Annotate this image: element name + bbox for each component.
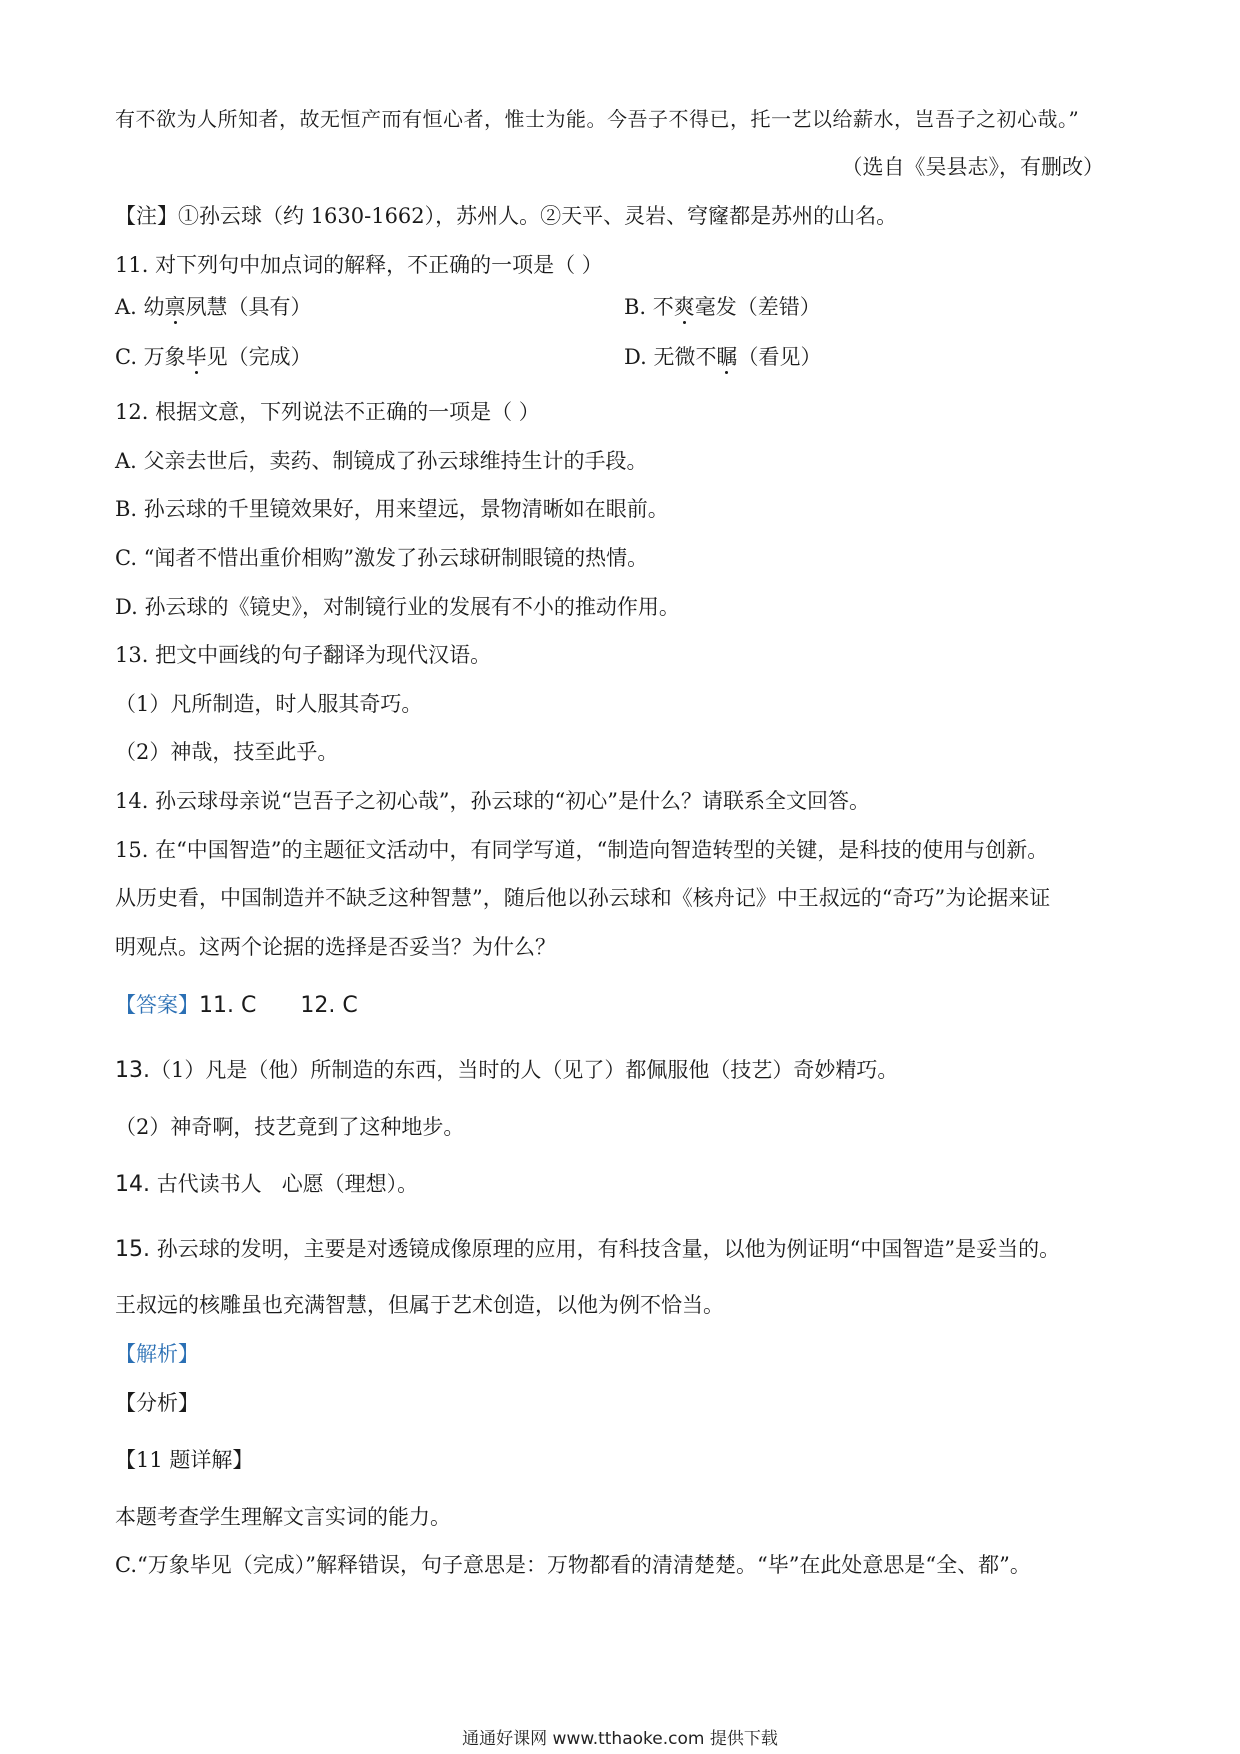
analysis-fenxi: 【分析】	[115, 1391, 199, 1415]
analysis-tag: 【解析】	[115, 1342, 199, 1366]
q15-line-3: 明观点。这两个论据的选择是否妥当？为什么？	[115, 935, 556, 959]
q11-option-c[interactable]	[115, 342, 312, 372]
answer-15-line-1	[115, 1234, 1060, 1265]
page-footer: 通通好课网 www.tthaoke.com 提供下载	[462, 1729, 778, 1749]
q11-a-text-2: 夙慧（具有）	[185, 295, 312, 319]
q11-d-text-1: D. 无微不	[624, 345, 717, 369]
answer-13-number: 13.	[115, 1058, 150, 1083]
q11-a-text-1: A. 幼	[115, 295, 165, 319]
q11-option-d[interactable]	[624, 342, 821, 372]
answer-15-line-2: 王叔远的核雕虽也充满智慧，但属于艺术创造，以他为例不恰当。	[115, 1293, 724, 1317]
answer-14	[115, 1169, 418, 1200]
analysis-q11-line-2: C.“万象毕见（完成）”解释错误，句子意思是：万物都看的清清楚楚。“毕”在此处意思是“全、都”。	[115, 1553, 1031, 1577]
answer-13-2: （2）神奇啊，技艺竟到了这种地步。	[115, 1115, 465, 1139]
q11-d-text-2: （看见）	[737, 345, 822, 369]
q11-c-text-1: C. 万象	[115, 345, 186, 369]
q12-option-a[interactable]: A. 父亲去世后，卖药、制镜成了孙云球维持生计的手段。	[115, 449, 648, 473]
note: 【注】①孙云球（约 1630-1662），苏州人。②天平、灵岩、穹窿都是苏州的山名。	[115, 204, 898, 228]
answer-15-number: 15.	[115, 1237, 150, 1262]
answer-13-1	[115, 1055, 898, 1086]
passage-source: （选自《吴县志》，有删改）	[841, 155, 1104, 179]
q11-stem: 11. 对下列句中加点词的解释，不正确的一项是（ ）	[115, 253, 603, 277]
q11-c-dotted-word: 毕	[185, 345, 207, 369]
q13-stem: 13. 把文中画线的句子翻译为现代汉语。	[115, 643, 492, 667]
q13-sentence-2: （2）神哉，技至此乎。	[115, 740, 339, 764]
q11-b-text-2: 毫发（差错）	[694, 295, 821, 319]
answer-15-line-1-text: 孙云球的发明，主要是对透镜成像原理的应用，有科技含量，以他为例证明“中国智造”是妥当的。	[156, 1237, 1061, 1261]
q11-b-text-1: B. 不	[624, 295, 674, 319]
passage-last-line: 有不欲为人所知者，故无恒产而有恒心者，惟士为能。今吾子不得已，托一艺以给薪水，岂吾子之初心哉。”	[115, 107, 1080, 131]
q11-option-a[interactable]	[115, 292, 312, 322]
analysis-q11-title: 【11 题详解】	[115, 1448, 254, 1472]
q11-b-dotted-word: 爽	[673, 295, 695, 319]
answer-12: 12. C	[300, 993, 358, 1018]
answer-14-text-2: 心愿（理想）。	[281, 1172, 419, 1196]
q11-option-b[interactable]	[624, 292, 821, 322]
q13-sentence-1: （1）凡所制造，时人服其奇巧。	[115, 692, 423, 716]
q11-c-text-2: 见（完成）	[206, 345, 312, 369]
analysis-q11-line-1: 本题考查学生理解文言实词的能力。	[115, 1505, 451, 1529]
q11-a-dotted-word: 禀	[164, 295, 186, 319]
q12-option-c[interactable]: C. “闻者不惜出重价相购”激发了孙云球研制眼镜的热情。	[115, 546, 649, 570]
answer-tag: 【答案】	[115, 993, 199, 1017]
answer-11: 11. C	[199, 993, 257, 1018]
q14-stem: 14. 孙云球母亲说“岂吾子之初心哉”，孙云球的“初心”是什么？请联系全文回答。	[115, 789, 871, 813]
q11-d-dotted-word: 瞩	[716, 345, 738, 369]
answer-14-number: 14.	[115, 1172, 150, 1197]
q15-line-2: 从历史看，中国制造并不缺乏这种智慧”，随后他以孙云球和《核舟记》中王叔远的“奇巧”为论据来证	[115, 886, 1051, 910]
answer-line	[115, 990, 358, 1021]
q15-line-1: 15. 在“中国智造”的主题征文活动中，有同学写道，“制造向智造转型的关键，是科技的使用与创新。	[115, 838, 1049, 862]
q12-option-d[interactable]: D. 孙云球的《镜史》，对制镜行业的发展有不小的推动作用。	[115, 595, 680, 619]
answer-13-1-text: （1）凡是（他）所制造的东西，当时的人（见了）都佩服他（技艺）奇妙精巧。	[150, 1058, 899, 1082]
q12-stem: 12. 根据文意，下列说法不正确的一项是（ ）	[115, 400, 540, 424]
answer-14-text-1: 古代读书人	[156, 1172, 262, 1196]
q12-option-b[interactable]: B. 孙云球的千里镜效果好，用来望远，景物清晰如在眼前。	[115, 497, 669, 521]
